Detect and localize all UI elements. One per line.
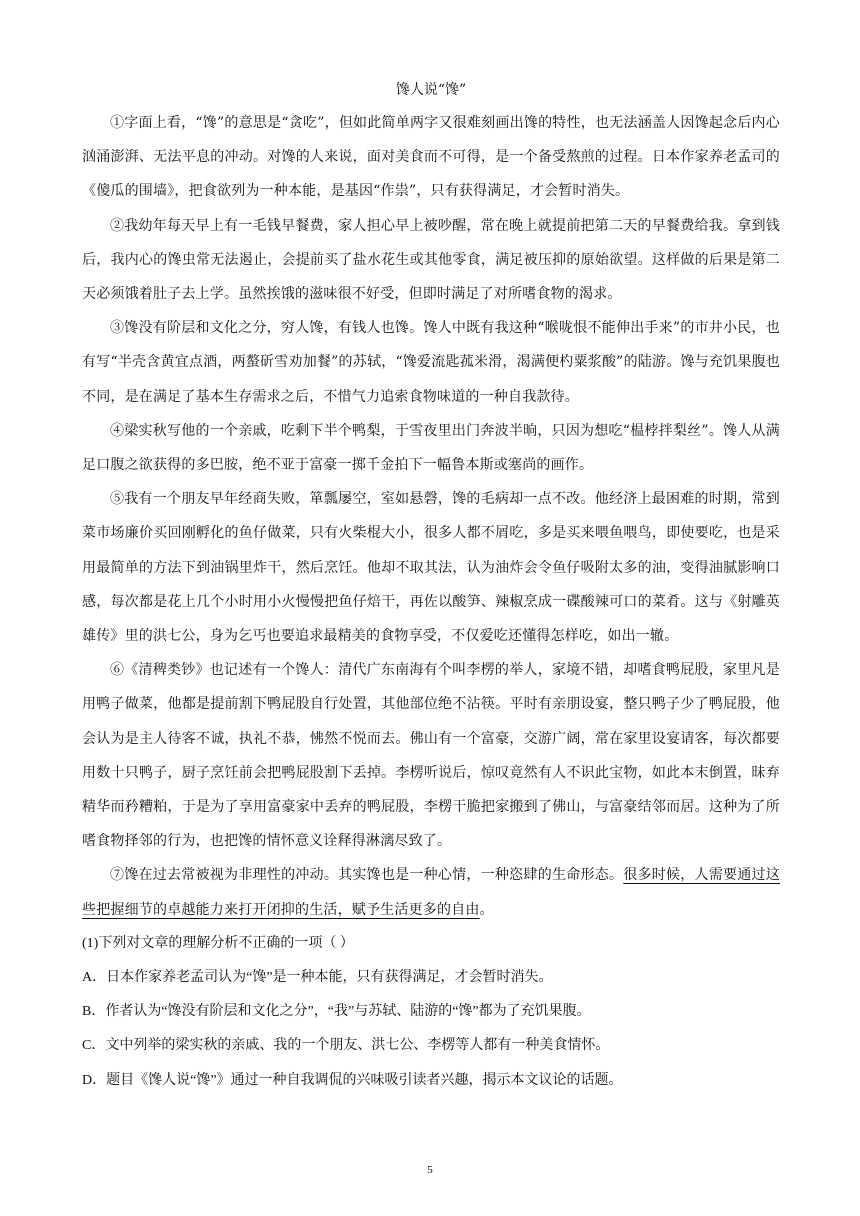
question-stem: (1)下列对文章的理解分析不正确的一项（ ） <box>82 935 354 951</box>
paragraph-6: ⑥《清稗类钞》也记述有一个馋人：清代广东南海有个叫李楞的举人，家境不错，却嗜食鸭屁股，家里凡是用鸭子做菜，他都是提前割下鸭屁股自行处置，其他部位绝不沾筷。平时有亲朋设宴，整只鸭子少了鸭屁股，他会认为是主人待客不诚，执礼不恭，怫然不悦而去。佛山有一个富豪，交游广阔，常在家里设宴请客，每次都要用数十只鸭子，厨子烹饪前会把鸭屁股割下丢掉。李楞听说后，惊叹竟然有人不识此宝物，如此本末倒置，昧弃精华而矜糟粕，于是为了享用富豪家中丢弃的鸭屁股，李楞干脆把家搬到了佛山，与富豪结邻而居。这种为了所嗜食物择邻的行为，也把馋的情怀意义诠释得淋漓尽致了。 <box>82 662 780 850</box>
document-page <box>82 80 780 1098</box>
article-title: 馋人说“馋” <box>395 82 467 98</box>
paragraph-7 <box>82 858 780 926</box>
paragraph-7-tail: 。 <box>479 901 494 918</box>
paragraph-7-text: ⑦馋在过去常被视为非理性的冲动。其实馋也是一种心情，一种恣肆的生命形态。 <box>110 867 624 884</box>
underlined-sentence: 很多时候，人需要通过这些把握细节的卓越能力来打开闭抑的生活，赋予生活更多的自由 <box>82 867 780 918</box>
paragraph-3: ③馋没有阶层和文化之分，穷人馋，有钱人也馋。馋人中既有我这种“喉咙恨不能伸出手来”的市井小民，也有写“半壳含黄宜点酒，两螯斫雪劝加餐”的苏轼，“馋爱流匙菰米滑，渴满便杓粟浆酸”的陆游。馋与充饥果腹也不同，是在满足了基本生存需求之后，不惜气力追索食物味道的一种自我款待。 <box>82 320 780 405</box>
option-b: B．作者认为“馋没有阶层和文化之分”，“我”与苏轼、陆游的“馋”都为了充饥果腹。 <box>82 1004 591 1020</box>
page-number: 5 <box>427 1164 433 1176</box>
paragraph-4: ④梁实秋写他的一个亲戚，吃剩下半个鸭梨，于雪夜里出门奔波半晌，只因为想吃“榅桲拌梨丝”。馋人从满足口腹之欲获得的多巴胺，绝不亚于富豪一掷千金拍下一幅鲁本斯或塞尚的画作。 <box>82 422 780 474</box>
paragraph-2: ②我幼年每天早上有一毛钱早餐费，家人担心早上被吵醒，常在晚上就提前把第二天的早餐费给我。拿到钱后，我内心的馋虫常无法遏止，会提前买了盐水花生或其他零食，满足被压抑的原始欲望。这样做的后果是第二天必须饿着肚子去上学。虽然挨饿的滋味很不好受，但即时满足了对所嗜食物的渴求。 <box>82 217 780 303</box>
paragraph-5: ⑤我有一个朋友早年经商失败，箪瓢屡空，室如悬磬，馋的毛病却一点不改。他经济上最困难的时期，常到菜市场廉价买回刚孵化的鱼仔做菜，只有火柴棍大小，很多人都不屑吃，多是买来喂鱼喂鸟，即使要吃，也是采用最简单的方法下到油锅里炸干，然后烹饪。他却不取其法，认为油炸会令鱼仔吸附太多的油，变得油腻影响口感，每次都是花上几个小时用小火慢慢把鱼仔焙干，再佐以酸笋、辣椒烹成一碟酸辣可口的菜肴。这与《射雕英雄传》里的洪七公，身为乞丐也要追求最精美的食物享受，不仅爱吃还懂得怎样吃，如出一辙。 <box>82 491 780 645</box>
option-a: A．日本作家养老孟司认为“馋”是一种本能，只有获得满足，才会暂时消失。 <box>82 970 553 986</box>
paragraph-1: ①字面上看，“馋”的意思是“贪吃”，但如此简单两字又很难刻画出馋的特性，也无法涵盖人因馋起念后内心汹涌澎湃、无法平息的冲动。对馋的人来说，面对美食而不可得，是一个备受熬煎的过程。日本作家养老孟司的《傻瓜的围墙》，把食欲列为一种本能，是基因“作祟”，只有获得满足，才会暂时消失。 <box>82 115 780 200</box>
option-d: D．题目《馋人说“馋”》通过一种自我调侃的兴味吸引读者兴趣，揭示本文议论的话题。 <box>82 1072 623 1088</box>
option-c: C．文中列举的梁实秋的亲戚、我的一个朋友、洪七公、李楞等人都有一种美食情怀。 <box>82 1038 610 1054</box>
